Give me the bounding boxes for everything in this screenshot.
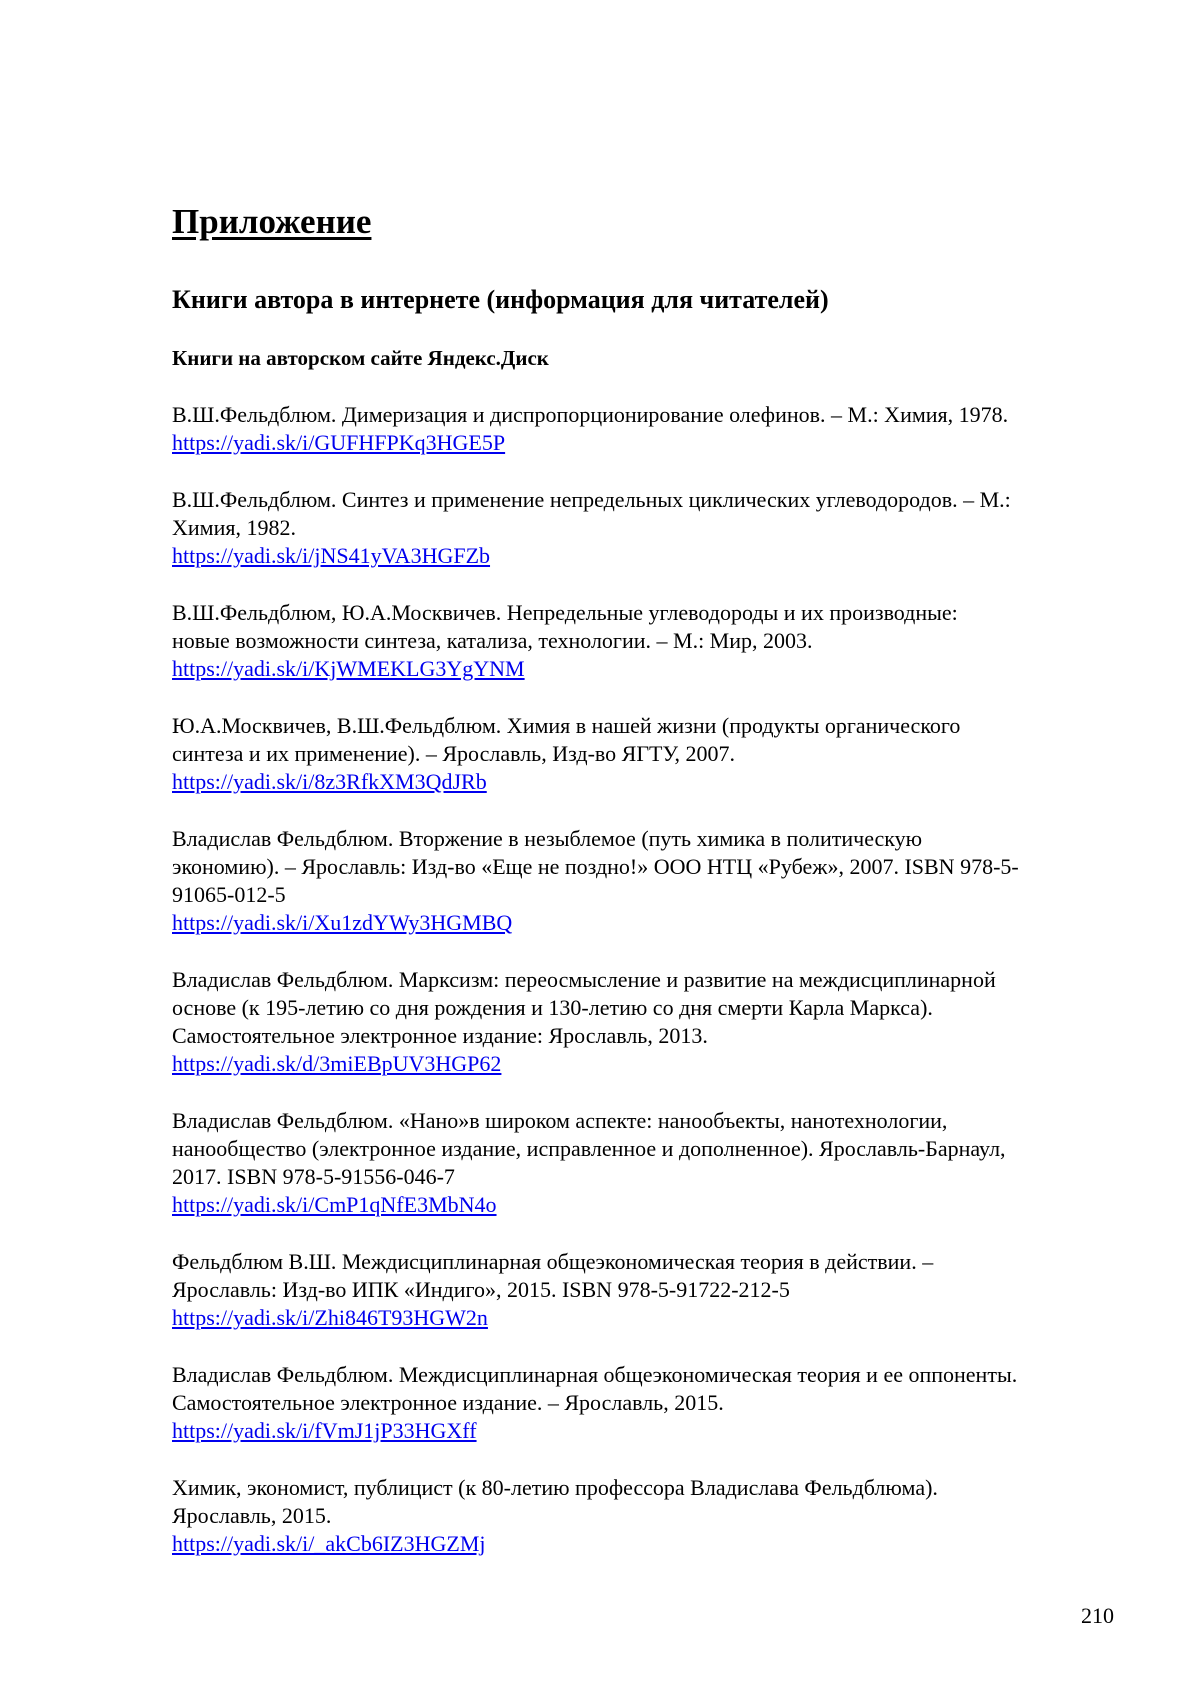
subsection-title: Книги на авторском сайте Яндекс.Диск (172, 346, 549, 370)
book-citation-line: Самостоятельное электронное издание: Ярославль, 2013. (172, 1023, 708, 1048)
book-citation-line: Химия, 1982. (172, 515, 296, 540)
book-link[interactable]: https://yadi.sk/i/8z3RfkXM3QdJRb (172, 769, 487, 794)
book-citation-line: основе (к 195-летию со дня рождения и 130-летию со дня смерти Карла Маркса). (172, 995, 933, 1020)
book-entry (172, 712, 1122, 796)
book-link[interactable]: https://yadi.sk/i/jNS41yVA3HGFZb (172, 543, 491, 568)
book-entry (172, 599, 1122, 683)
book-citation-line: 91065-012-5 (172, 882, 286, 907)
book-citation-line: Владислав Фельдблюм. Вторжение в незыблемое (путь химика в политическую (172, 826, 923, 851)
book-citation-line: Владислав Фельдблюм. «Нано»в широком аспекте: нанообъекты, нанотехнологии, (172, 1108, 948, 1133)
page-title: Приложение (172, 202, 372, 241)
book-entry (172, 966, 1122, 1078)
book-citation-line: 2017. ISBN 978-5-91556-046-7 (172, 1164, 455, 1189)
book-citation-line: Владислав Фельдблюм. Междисциплинарная общеэкономическая теория и ее оппоненты. (172, 1362, 1018, 1387)
book-link[interactable]: https://yadi.sk/i/KjWMEKLG3YgYNM (172, 656, 525, 681)
book-citation-line: Ю.А.Москвичев, В.Ш.Фельдблюм. Химия в нашей жизни (продукты органического (172, 713, 961, 738)
book-entry (172, 1474, 1122, 1558)
document-page (172, 200, 1122, 1587)
book-entry (172, 1248, 1122, 1332)
book-citation-line: В.Ш.Фельдблюм. Синтез и применение непредельных циклических углеводородов. – М.: (172, 487, 1011, 512)
page-number: 210 (1081, 1603, 1114, 1628)
book-citation-line: Самостоятельное электронное издание. – Ярославль, 2015. (172, 1390, 724, 1415)
book-citation-line: В.Ш.Фельдблюм. Димеризация и диспропорционирование олефинов. – М.: Химия, 1978. (172, 402, 1009, 427)
book-citation-line: Владислав Фельдблюм. Марксизм: переосмысление и развитие на междисциплинарной (172, 967, 996, 992)
book-entry (172, 486, 1122, 570)
book-entry (172, 1361, 1122, 1445)
book-link[interactable]: https://yadi.sk/i/CmP1qNfE3MbN4o (172, 1192, 497, 1217)
book-entry (172, 401, 1122, 457)
book-link[interactable]: https://yadi.sk/i/fVmJ1jP33HGXff (172, 1418, 477, 1443)
book-citation-line: синтеза и их применение). – Ярославль, Изд-во ЯГТУ, 2007. (172, 741, 735, 766)
book-list (172, 401, 1122, 1558)
section-title: Книги автора в интернете (информация для читателей) (172, 285, 829, 314)
book-entry (172, 825, 1122, 937)
book-citation-line: Ярославль, 2015. (172, 1503, 332, 1528)
book-citation-line: экономию). – Ярославль: Изд-во «Еще не поздно!» ООО НТЦ «Рубеж», 2007. ISBN 978-5- (172, 854, 1019, 879)
book-citation-line: нанообщество (электронное издание, исправленное и дополненное). Ярославль-Барнаул, (172, 1136, 1006, 1161)
book-citation-line: новые возможности синтеза, катализа, технологии. – М.: Мир, 2003. (172, 628, 813, 653)
book-link[interactable]: https://yadi.sk/i/GUFHFPKq3HGE5P (172, 430, 506, 455)
book-citation-line: Химик, экономист, публицист (к 80-летию профессора Владислава Фельдблюма). (172, 1475, 938, 1500)
book-entry (172, 1107, 1122, 1219)
book-link[interactable]: https://yadi.sk/d/3miEBpUV3HGP62 (172, 1051, 502, 1076)
book-citation-line: В.Ш.Фельдблюм, Ю.А.Москвичев. Непредельные углеводороды и их производные: (172, 600, 958, 625)
book-link[interactable]: https://yadi.sk/i/_akCb6IZ3HGZMj (172, 1531, 486, 1556)
book-citation-line: Ярославль: Изд-во ИПК «Индиго», 2015. ISBN 978-5-91722-212-5 (172, 1277, 790, 1302)
book-citation-line: Фельдблюм В.Ш. Междисциплинарная общеэкономическая теория в действии. – (172, 1249, 934, 1274)
book-link[interactable]: https://yadi.sk/i/Xu1zdYWy3HGMBQ (172, 910, 513, 935)
book-link[interactable]: https://yadi.sk/i/Zhi846T93HGW2n (172, 1305, 488, 1330)
